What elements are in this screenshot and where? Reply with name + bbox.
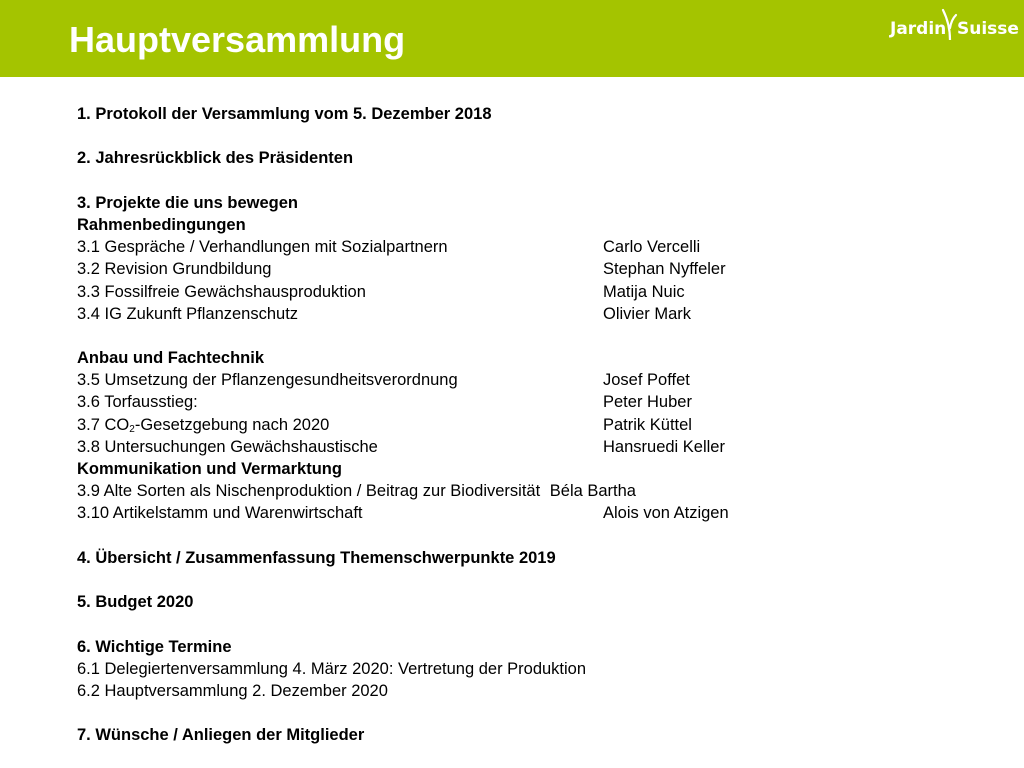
subscript-two: 2 xyxy=(129,423,135,435)
agenda-subitem-6-2: 6.2 Hauptversammlung 2. Dezember 2020 xyxy=(77,681,388,700)
page-title: Hauptversammlung xyxy=(69,19,406,60)
agenda-item-3: 3. Projekte die uns bewegen xyxy=(77,193,298,212)
topic-row xyxy=(77,414,977,436)
topic-title: 3.6 Torfausstieg: xyxy=(77,393,198,412)
agenda-item-5: 5. Budget 2020 xyxy=(77,593,194,612)
topic-title: 3.4 IG Zukunft Pflanzenschutz xyxy=(77,304,299,323)
header-bar xyxy=(0,0,1024,77)
topic-row xyxy=(77,391,977,413)
topic-row xyxy=(77,281,977,303)
speaker-name: Stephan Nyffeler xyxy=(603,260,726,279)
logo-text-jardin: Jardin xyxy=(890,19,947,39)
spacer xyxy=(77,569,977,591)
topic-title: 3.10 Artikelstamm und Warenwirtschaft xyxy=(77,504,363,523)
agenda-item-6: 6. Wichtige Termine xyxy=(77,637,232,656)
spacer xyxy=(77,613,977,635)
topic-row xyxy=(77,303,977,325)
topic-title: 3.9 Alte Sorten als Nischenproduktion / Beitrag zur Biodiversität xyxy=(77,482,541,501)
speaker-name: Hansruedi Keller xyxy=(603,437,725,456)
topic-title: 3.2 Revision Grundbildung xyxy=(77,260,272,279)
agenda-item-7: 7. Wünsche / Anliegen der Mitglieder xyxy=(77,726,365,745)
topic-title-suffix: -Gesetzgebung nach 2020 xyxy=(134,415,330,434)
topic-row xyxy=(77,258,977,280)
topic-row xyxy=(77,436,977,458)
topic-row xyxy=(77,369,977,391)
spacer xyxy=(77,325,977,347)
spacer xyxy=(77,525,977,547)
agenda-subitem-6-1: 6.1 Delegiertenversammlung 4. März 2020: Vertretung der Produktion xyxy=(77,659,587,678)
topic-title: 3.3 Fossilfreie Gewächshausproduktion xyxy=(77,282,366,301)
topic-row xyxy=(77,502,977,524)
speaker-name: Patrik Küttel xyxy=(603,415,692,434)
group-heading-kommunikation: Kommunikation und Vermarktung xyxy=(77,460,342,478)
speaker-name: Alois von Atzigen xyxy=(603,504,729,523)
agenda-list xyxy=(77,103,977,746)
topic-row xyxy=(77,480,977,502)
topic-title-prefix: 3.7 CO xyxy=(77,415,130,434)
spacer xyxy=(77,170,977,192)
speaker-name: Carlo Vercelli xyxy=(603,238,701,257)
group-heading-rahmenbedingungen: Rahmenbedingungen xyxy=(77,215,246,234)
agenda-item-2: 2. Jahresrückblick des Präsidenten xyxy=(77,149,354,168)
agenda-item-1: 1. Protokoll der Versammlung vom 5. Dezember 2018 xyxy=(77,105,492,123)
speaker-name: Matija Nuic xyxy=(603,282,685,301)
spacer xyxy=(77,125,977,147)
logo-text-suisse: Suisse xyxy=(957,19,1019,39)
speaker-name: Peter Huber xyxy=(603,393,692,412)
speaker-name: Olivier Mark xyxy=(603,304,692,323)
topic-title: 3.1 Gespräche / Verhandlungen mit Sozialpartnern xyxy=(77,238,448,257)
speaker-name: Béla Bartha xyxy=(549,482,636,501)
group-heading-anbau: Anbau und Fachtechnik xyxy=(77,349,265,368)
topic-row xyxy=(77,236,977,258)
spacer xyxy=(77,702,977,724)
agenda-item-4: 4. Übersicht / Zusammenfassung Themenschwerpunkte 2019 xyxy=(77,548,556,567)
speaker-name: Josef Poffet xyxy=(603,371,690,390)
jardin-suisse-logo xyxy=(890,10,1019,50)
topic-title: 3.5 Umsetzung der Pflanzengesundheitsverordnung xyxy=(77,371,458,390)
topic-title: 3.8 Untersuchungen Gewächshaustische xyxy=(77,437,378,456)
topic-title xyxy=(77,414,329,436)
